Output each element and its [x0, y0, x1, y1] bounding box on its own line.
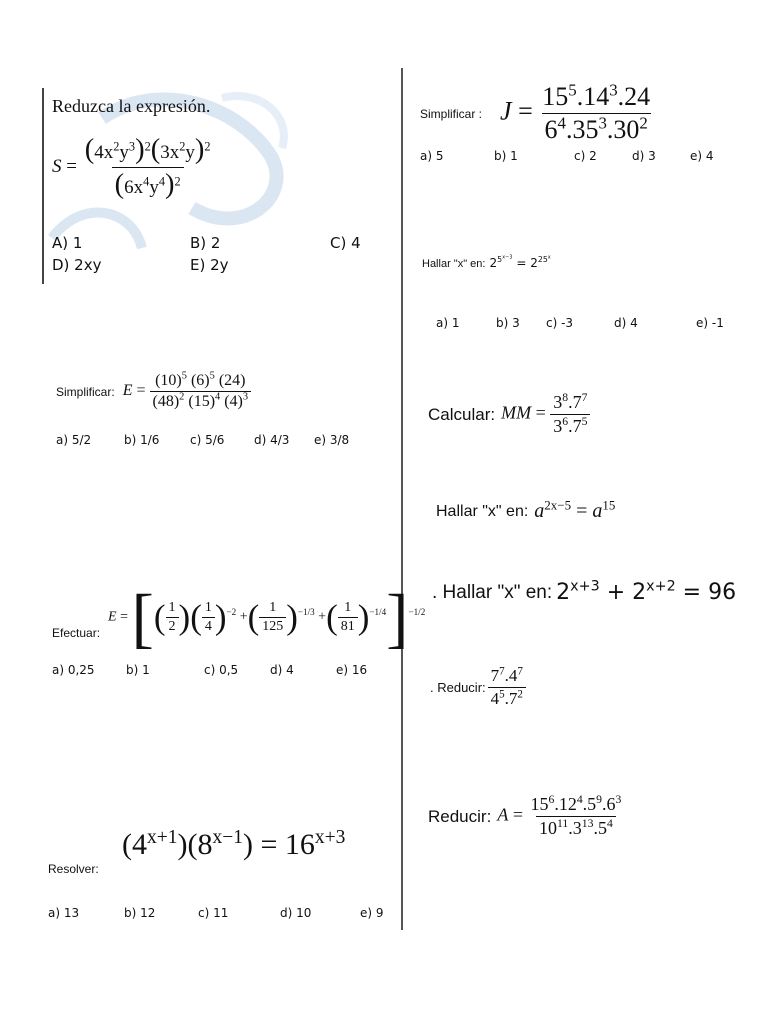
option[interactable]: b) 1	[494, 149, 518, 163]
problem-r1-label: Simplificar :	[420, 106, 483, 121]
problem-r6-formula: $\frac{7^7.4^7}{4^5.7^2}$	[488, 666, 526, 709]
option[interactable]: B) 2	[190, 234, 221, 252]
problem-r6-label: . Reducir:	[430, 680, 486, 695]
problem-2-options	[56, 433, 386, 447]
option[interactable]: a) 5	[420, 149, 444, 163]
option[interactable]: d) 4/3	[254, 433, 290, 447]
option[interactable]: D) 2xy	[52, 256, 102, 274]
problem-1-options	[52, 232, 372, 276]
problem-r2-formula: $2^{5^{x-3}} = 2^{25^x}$	[489, 254, 551, 270]
formula-var: MM	[501, 402, 532, 423]
option[interactable]: C) 4	[330, 234, 361, 252]
problem-1	[42, 88, 382, 284]
option[interactable]: c) -3	[546, 316, 574, 330]
option[interactable]: d) 4	[614, 316, 638, 330]
problem-r5	[432, 580, 736, 605]
problem-r2-label: Hallar "x" en:	[422, 258, 486, 270]
problem-4-options	[48, 906, 398, 920]
option[interactable]: b) 12	[124, 906, 156, 920]
formula-var: E	[108, 609, 117, 625]
problem-r2-options	[422, 316, 742, 330]
problem-r1-formula: J = $\frac{15^5.14^3.24}{6^4.35^3.30^2}$	[500, 80, 651, 144]
problem-3-formula: E = [( $\frac{1}{2}$ )( $\frac{1}{4}$ )$^{-2}$ +( $\frac{1}{125}$ )$^{-1/3}$ +( $\frac{1}{81}$ )$^{-1/4}$]$^{-1/2}$	[108, 580, 426, 655]
problem-r4-label: Hallar "x" en:	[436, 502, 529, 520]
problem-r7-formula: A = $\frac{15^6.12^4.5^9.6^3}{10^{11}.3^{13}.5^4}$	[497, 793, 622, 838]
formula-var: J	[500, 96, 512, 126]
problem-3-label: Efectuar:	[52, 625, 101, 640]
option[interactable]: d) 3	[632, 149, 656, 163]
problem-r3-formula: MM = $\frac{3^8.7^7}{3^6.7^5}$	[501, 392, 590, 437]
problem-r6	[430, 666, 526, 709]
option[interactable]: c) 11	[198, 906, 229, 920]
problem-r3-label: Calcular:	[428, 404, 496, 424]
problem-r7	[428, 794, 624, 839]
problem-r7-label: Reducir:	[428, 806, 492, 826]
problem-r5-formula: $2^{x+3} + 2^{x+2} = 96$	[556, 578, 737, 605]
option[interactable]: a) 0,25	[52, 663, 95, 678]
option[interactable]: A) 1	[52, 234, 83, 252]
option[interactable]: c) 2	[574, 149, 597, 163]
column-divider	[401, 68, 403, 930]
option[interactable]: a) 5/2	[56, 433, 92, 447]
option[interactable]: b) 1/6	[124, 433, 160, 447]
problem-3	[52, 580, 426, 678]
problem-1-title: Reduzca la expresión.	[52, 96, 211, 116]
option[interactable]: e) 3/8	[314, 433, 350, 447]
problem-r3	[428, 392, 590, 437]
option[interactable]: b) 1	[126, 663, 150, 678]
problem-2-label: Simplificar:	[56, 384, 115, 399]
problem-r1	[420, 82, 750, 163]
option[interactable]: b) 3	[496, 316, 520, 330]
problem-r4-formula: $a^{2x-5} = a^{15}$	[534, 497, 616, 522]
option[interactable]: c) 5/6	[190, 433, 225, 447]
problem-r5-label: . Hallar "x" en:	[432, 581, 553, 603]
option[interactable]: d) 4	[270, 663, 294, 678]
left-bar	[42, 88, 44, 284]
formula-var: E	[122, 382, 133, 400]
option[interactable]: e) -1	[696, 316, 724, 330]
formula-var: S	[52, 155, 62, 177]
option[interactable]: E) 2y	[190, 256, 229, 274]
problem-r1-options	[420, 149, 750, 163]
problem-2-formula: E = $\frac{(10)^5 (6)^5 (24)}{(48)^2 (15)^4 (4)^3}$	[123, 372, 251, 411]
option[interactable]: c) 0,5	[204, 663, 239, 678]
option[interactable]: e) 4	[690, 149, 714, 163]
option[interactable]: d) 10	[280, 906, 312, 920]
problem-r2	[422, 256, 742, 330]
problem-4-formula: $(4^{x+1})(8^{x-1}) = 16^{x+3}$	[122, 827, 346, 861]
formula-var: A	[497, 804, 509, 825]
option[interactable]: a) 13	[48, 906, 80, 920]
problem-4-label: Resolver:	[48, 862, 99, 876]
problem-2	[56, 372, 386, 447]
option[interactable]: a) 1	[436, 316, 460, 330]
problem-3-options	[52, 663, 392, 677]
problem-1-formula: S = $\frac{(4x^2y^3)^2(3x^2y)^2}{(6x^4y^4)^2}$	[52, 134, 211, 200]
option[interactable]: e) 16	[336, 663, 368, 678]
problem-r4	[436, 497, 616, 523]
option[interactable]: e) 9	[360, 906, 384, 920]
